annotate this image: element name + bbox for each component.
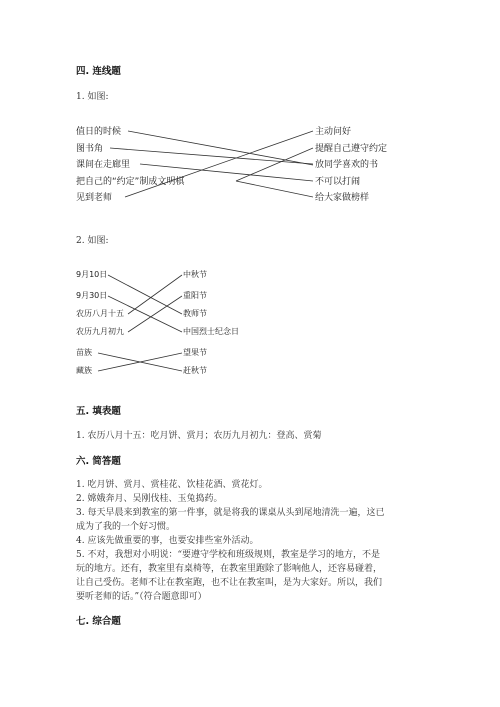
- q1-right-item: 主动问好: [315, 127, 352, 137]
- q1-left-item: 值日的时候: [76, 127, 122, 137]
- section-6-title: 六. 简答题: [76, 456, 121, 467]
- answer-line: 玩的地方。还有，教室里有桌椅等，在教室里跑除了影响他人，还容易碰着，: [76, 564, 383, 574]
- question-1-label: 1. 如图:: [76, 92, 109, 102]
- section-5-answer: 1. 农历八月十五：吃月饼、赏月；农历九月初九：登高、赏菊: [76, 431, 322, 441]
- q1-right-item: 放同学喜欢的书: [315, 160, 379, 170]
- answer-line: 4. 应该先做重要的事，也要安排些室外活动。: [76, 536, 259, 546]
- q2-right-item: 望果节: [183, 348, 207, 357]
- answer-line: 5. 不对，我想对小明说：“要遵守学校和班级规则，教室是学习的地方，不是: [76, 550, 381, 560]
- section-7-title: 七. 综合题: [76, 616, 121, 627]
- q2-left-item: 农历九月初九: [76, 327, 124, 336]
- q2-right-item: 重阳节: [183, 291, 207, 300]
- q1-right-item: 提醒自己遵守约定: [315, 144, 388, 154]
- q2-right-item: 赶秋节: [183, 366, 207, 375]
- q1-right-item: 给大家做榜样: [315, 193, 370, 203]
- answer-line: 1. 吃月饼、赏月、赏桂花、饮桂花酒、赏花灯。: [76, 480, 268, 490]
- q1-left-item: 图书角: [76, 144, 104, 154]
- answer-line: 3. 每天早晨来到教室的第一件事，就是将我的课桌从头到尾地清洗一遍，这已: [76, 508, 385, 518]
- q2-line: [128, 275, 182, 314]
- q1-left-item: 课间在走廊里: [76, 160, 131, 170]
- answer-line: 2. 嫦娥奔月、吴刚伐桂、玉兔捣药。: [76, 494, 223, 504]
- q1-right-item: 不可以打闹: [315, 177, 361, 187]
- q2-right-item: 中国烈士纪念日: [183, 327, 239, 336]
- answer-line: 让自己受伤。老师不让在教室跑，也不让在教室叫，是为大家好。所以，我们: [76, 578, 383, 588]
- q2-right-item: 中秋节: [183, 270, 207, 279]
- section-5-title: 五. 填表题: [76, 406, 121, 417]
- answer-line: 要听老师的话。”（符合题意即可）: [76, 592, 207, 602]
- answer-line: 成为了我的一个好习惯。: [76, 522, 176, 532]
- q1-left-item: 把自己的“约定”制成文明棋: [76, 177, 185, 187]
- q2-line: [128, 296, 182, 332]
- question-2-label: 2. 如图:: [76, 236, 109, 246]
- q2-line: [108, 275, 182, 314]
- q2-left-item: 苗族: [76, 348, 92, 357]
- q2-right-item: 教师节: [183, 309, 207, 318]
- q2-left-item: 9月30日: [76, 291, 108, 300]
- section-4-title: 四. 连线题: [76, 66, 121, 77]
- q1-left-item: 见到老师: [76, 193, 113, 203]
- q2-left-item: 9月10日: [76, 270, 108, 279]
- q2-left-item: 藏族: [76, 366, 92, 375]
- q2-left-item: 农历八月十五: [76, 309, 124, 318]
